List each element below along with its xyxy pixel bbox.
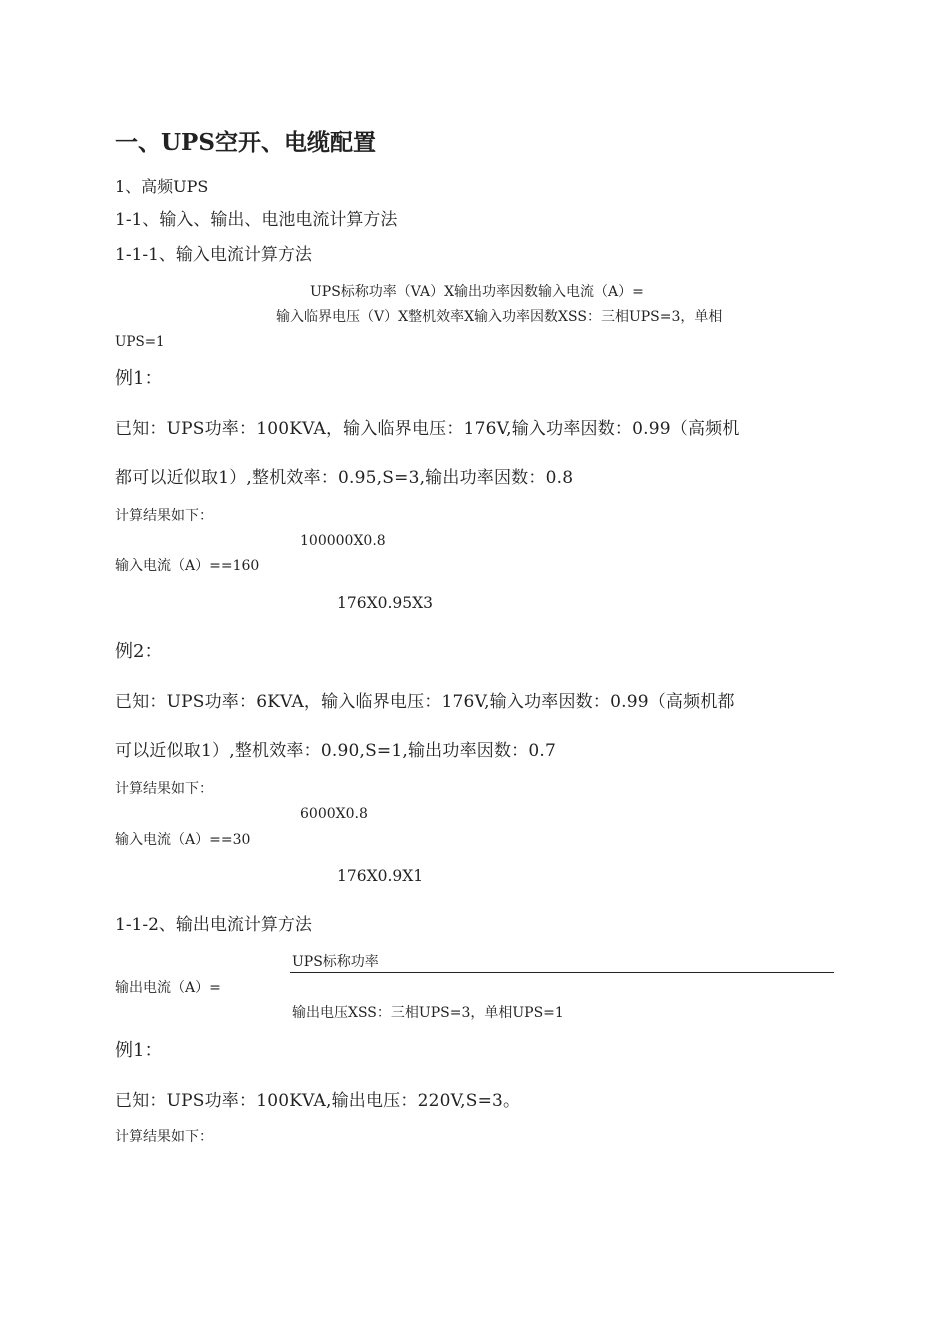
section-heading-high-frequency-ups: 1、高频UPS xyxy=(115,177,209,196)
input-formula-line-1: UPS标称功率（VA）X输出功率因数输入电流（A）= xyxy=(310,284,644,300)
example-2-numerator: 6000X0.8 xyxy=(300,806,368,822)
page-title: 一、UPS空开、电缆配置 xyxy=(115,129,376,156)
output-formula-numerator: UPS标称功率 xyxy=(292,954,379,970)
example-3-known: 已知：UPS功率：100KVA,输出电压：220V,S=3。 xyxy=(115,1091,521,1111)
example-1-numerator: 100000X0.8 xyxy=(300,533,386,549)
output-formula-denominator: 输出电压XSS：三相UPS=3，单相UPS=1 xyxy=(292,1005,564,1021)
example-2-known-line-2: 可以近似取1）,整机效率：0.90,S=1,输出功率因数：0.7 xyxy=(115,741,557,761)
input-formula-line-3: UPS=1 xyxy=(115,334,165,350)
output-formula-fraction-line xyxy=(290,972,834,973)
input-formula-line-2: 输入临界电压（V）X整机效率X输入功率因数XSS：三相UPS=3，单相 xyxy=(276,309,723,325)
example-3-result-label: 计算结果如下： xyxy=(115,1129,213,1145)
example-2-result: 输入电流（A）==30 xyxy=(115,832,251,848)
example-2-result-label: 计算结果如下： xyxy=(115,781,213,797)
example-2-label: 例2： xyxy=(115,641,163,662)
example-2-denominator: 176X0.9X1 xyxy=(337,867,424,885)
example-1-known-line-1: 已知：UPS功率：100KVA，输入临界电压：176V,输入功率因数：0.99（高频机 xyxy=(115,419,740,439)
section-heading-current-calculation: 1-1、输入、输出、电池电流计算方法 xyxy=(115,210,398,230)
section-heading-output-current: 1-1-2、输出电流计算方法 xyxy=(115,915,312,935)
example-3-label: 例1： xyxy=(115,1040,163,1061)
example-1-denominator: 176X0.95X3 xyxy=(337,594,434,612)
example-1-known-line-2: 都可以近似取1）,整机效率：0.95,S=3,输出功率因数：0.8 xyxy=(115,468,574,488)
example-1-result: 输入电流（A）==160 xyxy=(115,558,260,574)
example-1-result-label: 计算结果如下： xyxy=(115,508,213,524)
output-formula-label: 输出电流（A）= xyxy=(115,980,221,996)
section-heading-input-current: 1-1-1、输入电流计算方法 xyxy=(115,245,312,265)
example-1-label: 例1： xyxy=(115,368,163,389)
example-2-known-line-1: 已知：UPS功率：6KVA，输入临界电压：176V,输入功率因数：0.99（高频机都 xyxy=(115,692,735,712)
